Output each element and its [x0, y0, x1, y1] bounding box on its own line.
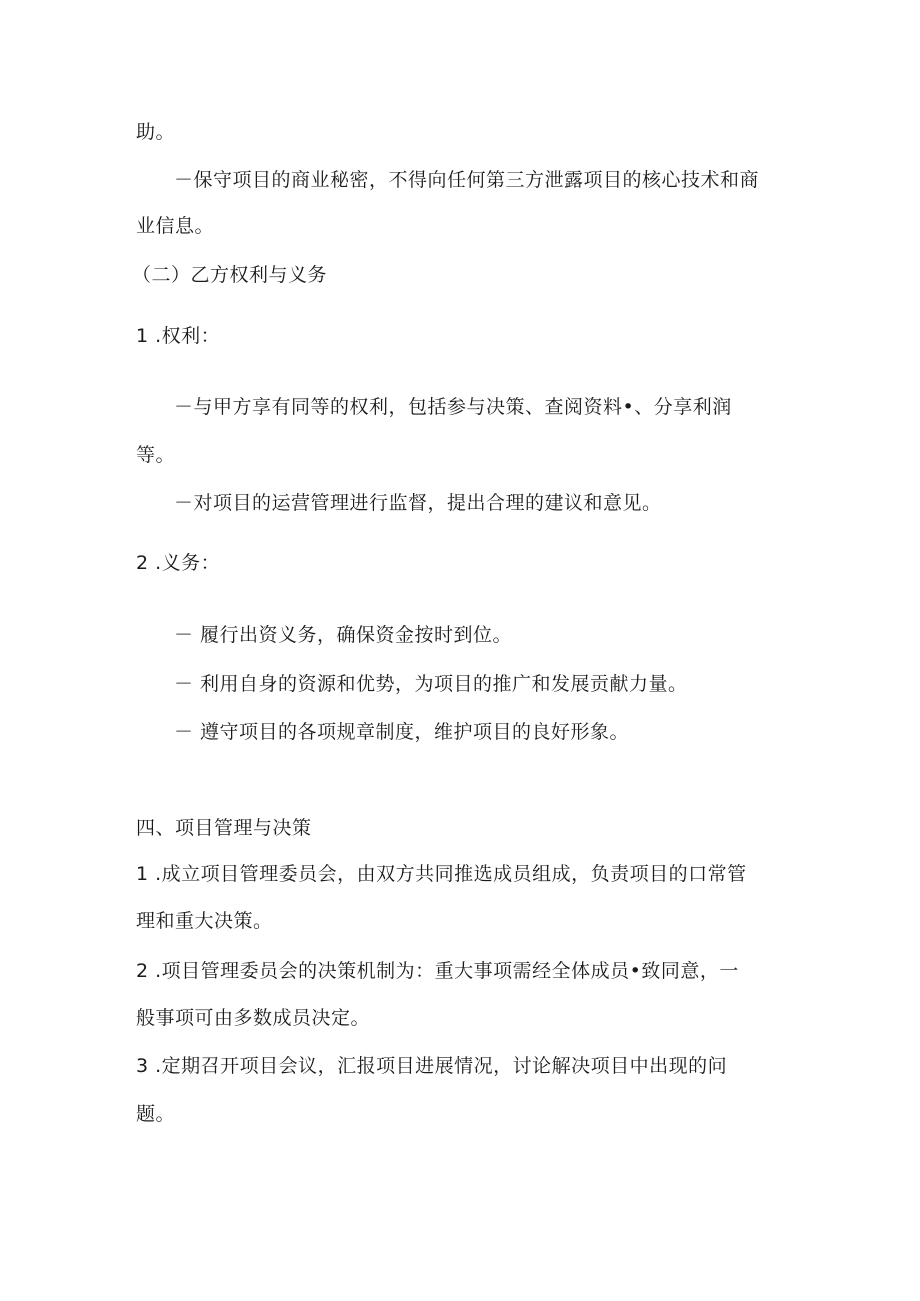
text-line: 业信息。: [136, 215, 215, 237]
text-line: 1 .成立项目管理委员会，由双方共同推选成员组成，负责项目的口常管: [136, 863, 747, 885]
section-heading: 四、项目管理与决策: [136, 817, 312, 839]
text-line: － 履行出资义务，确保资金按时到位。: [174, 624, 513, 646]
text-line: － 利用自身的资源和优势，为项目的推广和发展贡献力量。: [174, 673, 688, 695]
text-line: 等。: [136, 444, 176, 466]
text-line: 助。: [136, 121, 176, 143]
text-line: 般事项可由多数成员决定。: [136, 1007, 371, 1029]
text-line: 2 .项目管理委员会的决策机制为：重大事项需经全体成员•致同意，一: [136, 960, 739, 982]
text-line: 题。: [136, 1103, 176, 1125]
text-line: 3 .定期召开项目会议，汇报项目进展情况，讨论解决项目中出现的问: [136, 1055, 728, 1077]
list-heading: 1 .权利：: [136, 325, 221, 347]
text-line: －与甲方享有同等的权利，包括参与决策、查阅资料•、分享利润: [174, 396, 732, 418]
text-line: － 遵守项目的各项规章制度，维护项目的良好形象。: [174, 721, 630, 743]
section-heading: （二）乙方权利与义务: [132, 264, 328, 286]
text-line: 理和重大决策。: [136, 910, 273, 932]
text-line: －保守项目的商业秘密，不得向任何第三方泄露项目的核心技术和商: [174, 169, 760, 191]
text-line: －对项目的运营管理进行监督，提出合理的建议和意见。: [174, 492, 662, 514]
list-heading: 2 .义务：: [136, 552, 221, 574]
